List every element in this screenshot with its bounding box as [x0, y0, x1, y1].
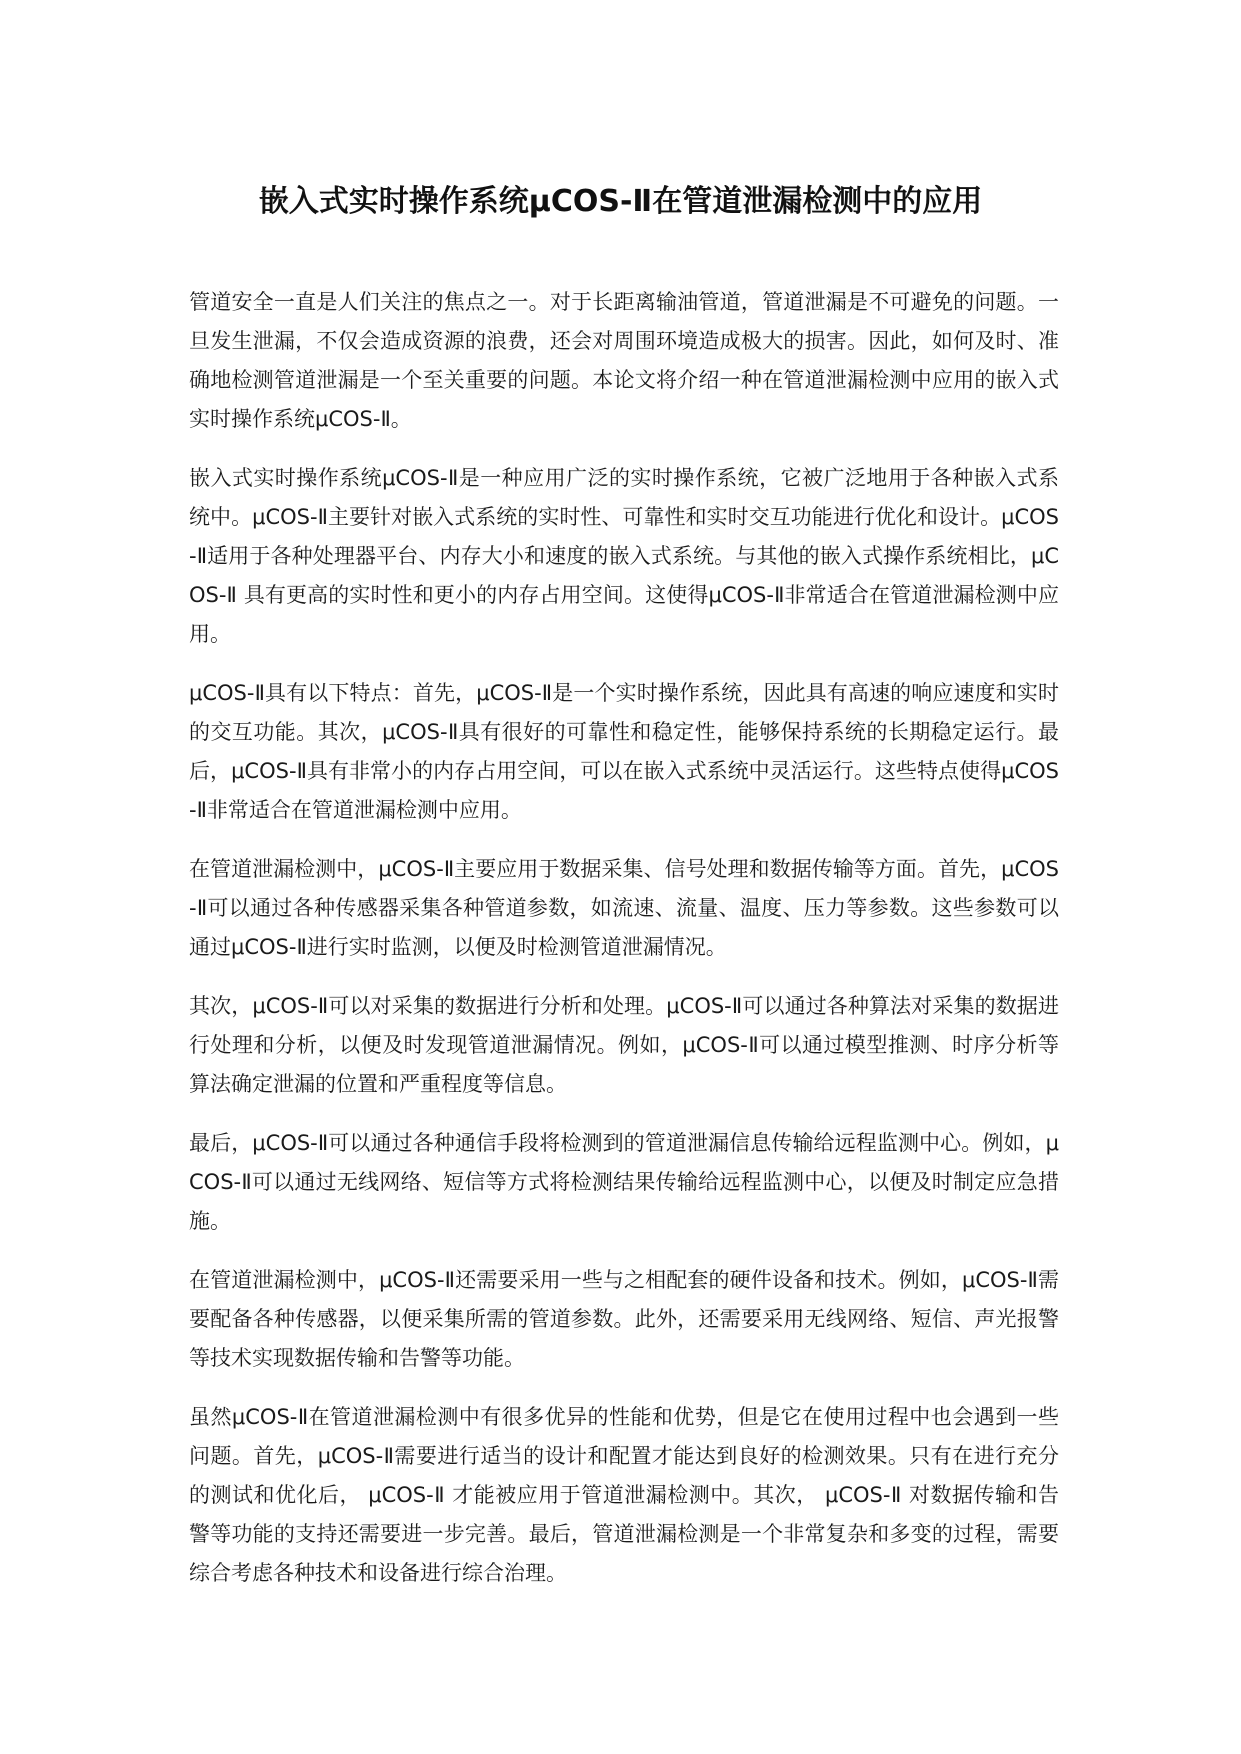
paragraph-6: 最后，μCOS-Ⅱ可以通过各种通信手段将检测到的管道泄漏信息传输给远程监测中心。例如，μCOS-Ⅱ可以通过无线网络、短信等方式将检测结果传输给远程监测中心，以便及时制定应急措施。 [189, 1131, 1059, 1233]
paragraph-5: 其次，μCOS-Ⅱ可以对采集的数据进行分析和处理。μCOS-Ⅱ可以通过各种算法对采集的数据进行处理和分析，以便及时发现管道泄漏情况。例如，μCOS-Ⅱ可以通过模型推测、时序分析等算法确定泄漏的位置和严重程度等信息。 [189, 994, 1059, 1096]
paragraph-2: 嵌入式实时操作系统μCOS-Ⅱ是一种应用广泛的实时操作系统，它被广泛地用于各种嵌入式系统中。μCOS-Ⅱ主要针对嵌入式系统的实时性、可靠性和实时交互功能进行优化和设计。μCOS-Ⅱ适用于各种处理器平台、内存大小和速度的嵌入式系统。与其他的嵌入式操作系统相比，μCOS-Ⅱ 具有更高的实时性和更小的内存占用空间。这使得μCOS-Ⅱ非常适合在管道泄漏检测中应用。 [189, 466, 1059, 646]
page-title: 嵌入式实时操作系统μCOS-Ⅱ在管道泄漏检测中的应用 [258, 184, 983, 219]
paragraph-3: μCOS-Ⅱ具有以下特点：首先，μCOS-Ⅱ是一个实时操作系统，因此具有高速的响应速度和实时的交互功能。其次，μCOS-Ⅱ具有很好的可靠性和稳定性，能够保持系统的长期稳定运行。最后，μCOS-Ⅱ具有非常小的内存占用空间，可以在嵌入式系统中灵活运行。这些特点使得μCOS-Ⅱ非常适合在管道泄漏检测中应用。 [189, 681, 1059, 822]
paragraph-7: 在管道泄漏检测中，μCOS-Ⅱ还需要采用一些与之相配套的硬件设备和技术。例如，μCOS-Ⅱ需要配备各种传感器，以便采集所需的管道参数。此外，还需要采用无线网络、短信、声光报警等技术实现数据传输和告警等功能。 [189, 1268, 1059, 1370]
paragraph-8: 虽然μCOS-Ⅱ在管道泄漏检测中有很多优异的性能和优势，但是它在使用过程中也会遇到一些问题。首先，μCOS-Ⅱ需要进行适当的设计和配置才能达到良好的检测效果。只有在进行充分的测试和优化后， μCOS-Ⅱ 才能被应用于管道泄漏检测中。其次， μCOS-Ⅱ 对数据传输和告警等功能的支持还需要进一步完善。最后，管道泄漏检测是一个非常复杂和多变的过程，需要综合考虑各种技术和设备进行综合治理。 [189, 1405, 1059, 1585]
paragraph-1: 管道安全一直是人们关注的焦点之一。对于长距离输油管道，管道泄漏是不可避免的问题。一旦发生泄漏，不仅会造成资源的浪费，还会对周围环境造成极大的损害。因此，如何及时、准确地检测管道泄漏是一个至关重要的问题。本论文将介绍一种在管道泄漏检测中应用的嵌入式实时操作系统μCOS-Ⅱ。 [189, 290, 1059, 431]
article-body [189, 283, 1059, 1613]
paragraph-4: 在管道泄漏检测中，μCOS-Ⅱ主要应用于数据采集、信号处理和数据传输等方面。首先，μCOS-Ⅱ可以通过各种传感器采集各种管道参数，如流速、流量、温度、压力等参数。这些参数可以通过μCOS-Ⅱ进行实时监测，以便及时检测管道泄漏情况。 [189, 857, 1059, 959]
